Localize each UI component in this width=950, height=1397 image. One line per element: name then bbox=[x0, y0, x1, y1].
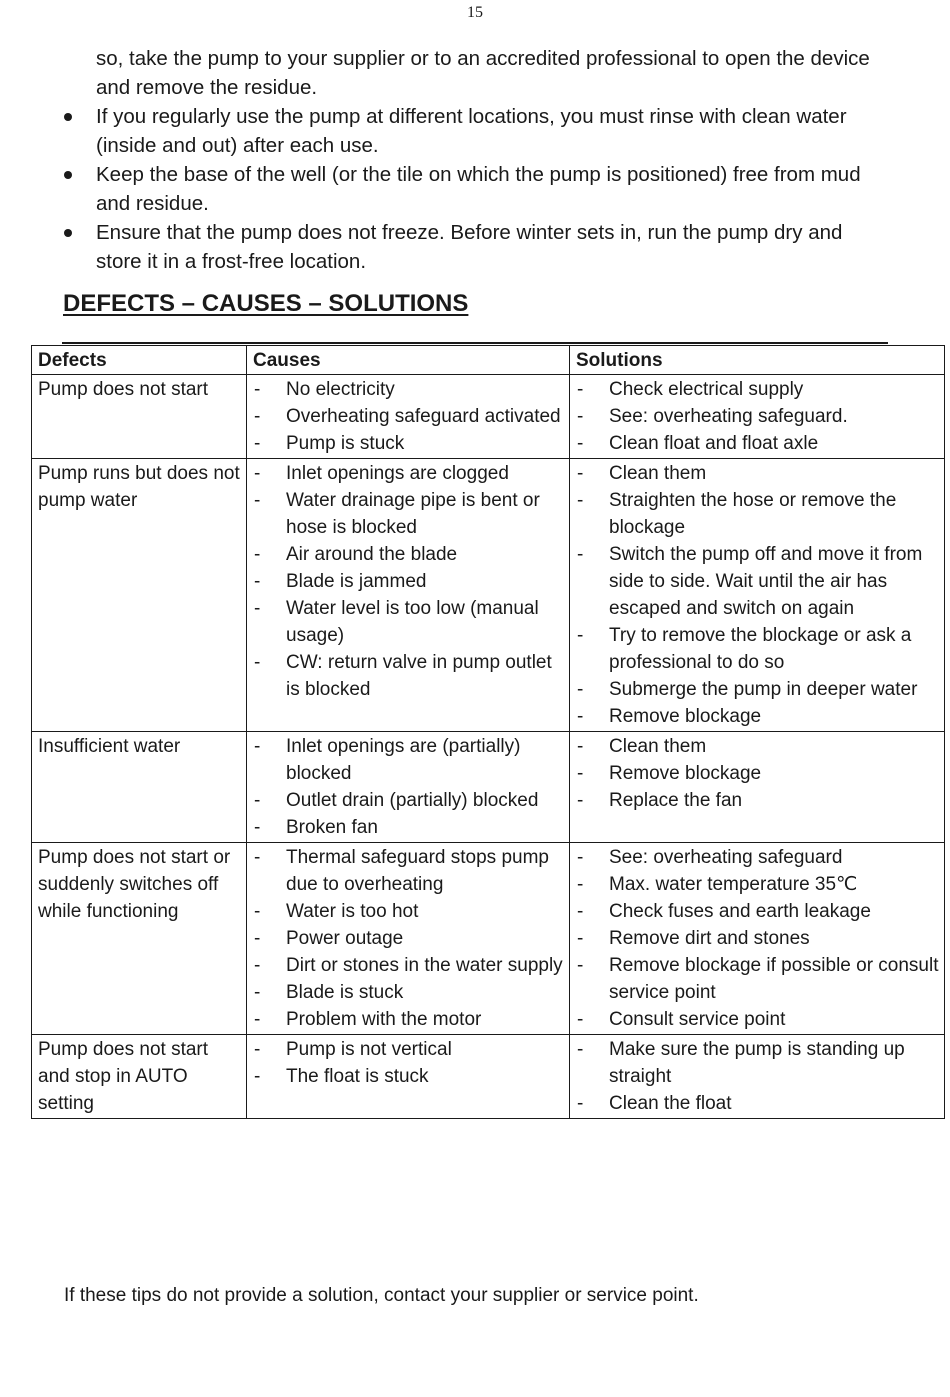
bullet-item bbox=[62, 160, 892, 218]
cause-entry bbox=[253, 595, 565, 649]
solution-entry bbox=[576, 871, 940, 898]
table-row bbox=[32, 1035, 945, 1119]
dash-marker: - bbox=[254, 1009, 261, 1030]
dash-marker: - bbox=[577, 625, 584, 646]
cause-text: Overheating safeguard activated bbox=[286, 406, 561, 427]
table-body bbox=[32, 375, 945, 1119]
solution-text: Make sure the pump is standing up straight bbox=[609, 1039, 905, 1087]
solution-entry bbox=[576, 487, 940, 541]
dash-marker: - bbox=[577, 406, 584, 427]
cause-entry bbox=[253, 1036, 565, 1063]
dash-marker: - bbox=[254, 544, 261, 565]
bullet-icon bbox=[62, 160, 96, 218]
cause-text: Power outage bbox=[286, 928, 404, 949]
cause-entry bbox=[253, 568, 565, 595]
cause-text: Water is too hot bbox=[286, 901, 419, 922]
dash-marker: - bbox=[577, 1093, 584, 1114]
solution-entry bbox=[576, 430, 940, 457]
solution-entry bbox=[576, 376, 940, 403]
solution-entry bbox=[576, 952, 940, 1006]
page-number: 15 bbox=[467, 4, 483, 21]
solution-text: See: overheating safeguard bbox=[609, 847, 843, 868]
cause-entry bbox=[253, 649, 565, 703]
solutions-cell bbox=[570, 732, 945, 843]
table-row bbox=[32, 459, 945, 732]
cause-entry bbox=[253, 1063, 565, 1090]
solution-entry bbox=[576, 622, 940, 676]
cause-text: Dirt or stones in the water supply bbox=[286, 955, 563, 976]
solution-text: Replace the fan bbox=[609, 790, 743, 811]
dash-marker: - bbox=[254, 982, 261, 1003]
solutions-cell bbox=[570, 375, 945, 459]
cause-entry bbox=[253, 979, 565, 1006]
dash-marker: - bbox=[577, 706, 584, 727]
cause-text: No electricity bbox=[286, 379, 395, 400]
cause-text: Blade is jammed bbox=[286, 571, 427, 592]
cause-entry bbox=[253, 787, 565, 814]
dash-marker: - bbox=[577, 463, 584, 484]
solution-entry bbox=[576, 760, 940, 787]
cause-text: Inlet openings are (partially) blocked bbox=[286, 736, 521, 784]
maintenance-tips bbox=[62, 44, 892, 276]
dash-marker: - bbox=[577, 736, 584, 757]
dash-marker: - bbox=[577, 379, 584, 400]
solution-entry bbox=[576, 403, 940, 430]
solution-text: Max. water temperature 35℃ bbox=[609, 874, 858, 895]
dash-marker: - bbox=[254, 928, 261, 949]
defects-table bbox=[31, 345, 945, 1119]
dash-marker: - bbox=[254, 463, 261, 484]
solution-text: Check electrical supply bbox=[609, 379, 804, 400]
solution-text: Straighten the hose or remove the blockage bbox=[609, 490, 897, 538]
cause-entry bbox=[253, 487, 565, 541]
dash-marker: - bbox=[577, 490, 584, 511]
solution-entry bbox=[576, 1006, 940, 1033]
dash-marker: - bbox=[254, 790, 261, 811]
cause-text: Thermal safeguard stops pump due to overheating bbox=[286, 847, 549, 895]
solution-text: Remove blockage bbox=[609, 763, 762, 784]
solution-text: Check fuses and earth leakage bbox=[609, 901, 871, 922]
cause-text: Problem with the motor bbox=[286, 1009, 482, 1030]
dash-marker: - bbox=[577, 1009, 584, 1030]
solution-entry bbox=[576, 898, 940, 925]
cause-text: The float is stuck bbox=[286, 1066, 429, 1087]
solution-text: See: overheating safeguard. bbox=[609, 406, 848, 427]
dash-marker: - bbox=[577, 790, 584, 811]
cause-entry bbox=[253, 430, 565, 457]
cause-text: Pump is not vertical bbox=[286, 1039, 452, 1060]
solution-entry bbox=[576, 1090, 940, 1117]
solutions-cell bbox=[570, 459, 945, 732]
dash-marker: - bbox=[254, 1039, 261, 1060]
dash-marker: - bbox=[254, 379, 261, 400]
causes-cell bbox=[247, 732, 570, 843]
header-defects: Defects bbox=[32, 346, 247, 375]
solution-text: Submerge the pump in deeper water bbox=[609, 679, 918, 700]
solution-entry bbox=[576, 844, 940, 871]
defect-cell: Pump does not start and stop in AUTO setting bbox=[32, 1035, 247, 1119]
dash-marker: - bbox=[254, 598, 261, 619]
bullet-text: Ensure that the pump does not freeze. Before winter sets in, run the pump dry and store it in a frost-free location. bbox=[96, 221, 843, 273]
solution-entry bbox=[576, 676, 940, 703]
dash-marker: - bbox=[254, 1066, 261, 1087]
bullet-item bbox=[62, 102, 892, 160]
solution-text: Remove blockage bbox=[609, 706, 762, 727]
cause-text: Water level is too low (manual usage) bbox=[286, 598, 539, 646]
cause-text: Inlet openings are clogged bbox=[286, 463, 509, 484]
cause-text: Outlet drain (partially) blocked bbox=[286, 790, 539, 811]
solution-text: Clean float and float axle bbox=[609, 433, 819, 454]
cause-entry bbox=[253, 844, 565, 898]
solution-text: Clean them bbox=[609, 736, 707, 757]
solution-text: Try to remove the blockage or ask a professional to do so bbox=[609, 625, 912, 673]
cause-text: Blade is stuck bbox=[286, 982, 404, 1003]
table-row bbox=[32, 375, 945, 459]
dash-marker: - bbox=[254, 490, 261, 511]
cause-text: Water drainage pipe is bent or hose is blocked bbox=[286, 490, 540, 538]
cause-entry bbox=[253, 925, 565, 952]
cause-text: CW: return valve in pump outlet is blocked bbox=[286, 652, 552, 700]
bullet-icon bbox=[62, 218, 96, 276]
defect-cell: Pump runs but does not pump water bbox=[32, 459, 247, 732]
cause-text: Broken fan bbox=[286, 817, 378, 838]
dash-marker: - bbox=[254, 901, 261, 922]
cause-text: Pump is stuck bbox=[286, 433, 405, 454]
cause-entry bbox=[253, 376, 565, 403]
defect-cell: Pump does not start or suddenly switches off while functioning bbox=[32, 843, 247, 1035]
causes-cell bbox=[247, 459, 570, 732]
solutions-cell bbox=[570, 1035, 945, 1119]
bullet-text: Keep the base of the well (or the tile on which the pump is positioned) free from mud and residue. bbox=[96, 163, 861, 215]
solution-entry bbox=[576, 460, 940, 487]
cause-entry bbox=[253, 898, 565, 925]
cause-entry bbox=[253, 733, 565, 787]
dash-marker: - bbox=[254, 955, 261, 976]
bullet-text: If you regularly use the pump at different locations, you must rinse with clean water (inside and out) after each use. bbox=[96, 105, 847, 157]
causes-cell bbox=[247, 1035, 570, 1119]
dash-marker: - bbox=[577, 847, 584, 868]
table-row bbox=[32, 732, 945, 843]
dash-marker: - bbox=[577, 901, 584, 922]
solution-entry bbox=[576, 703, 940, 730]
solution-text: Consult service point bbox=[609, 1009, 786, 1030]
dash-marker: - bbox=[577, 763, 584, 784]
horizontal-rule bbox=[62, 342, 888, 344]
defect-cell: Insufficient water bbox=[32, 732, 247, 843]
dash-marker: - bbox=[577, 544, 584, 565]
solution-text: Switch the pump off and move it from side to side. Wait until the air has escaped and switch on again bbox=[609, 544, 923, 619]
header-causes: Causes bbox=[247, 346, 570, 375]
table-row bbox=[32, 843, 945, 1035]
solution-entry bbox=[576, 925, 940, 952]
solutions-cell bbox=[570, 843, 945, 1035]
cause-entry bbox=[253, 403, 565, 430]
solution-entry bbox=[576, 1036, 940, 1090]
dash-marker: - bbox=[254, 571, 261, 592]
cause-text: Air around the blade bbox=[286, 544, 458, 565]
solution-text: Remove dirt and stones bbox=[609, 928, 810, 949]
header-solutions: Solutions bbox=[570, 346, 945, 375]
dash-marker: - bbox=[577, 874, 584, 895]
cause-entry bbox=[253, 541, 565, 568]
solution-entry bbox=[576, 787, 940, 814]
cause-entry bbox=[253, 460, 565, 487]
dash-marker: - bbox=[577, 433, 584, 454]
table-header-row bbox=[32, 346, 945, 375]
solution-text: Clean the float bbox=[609, 1093, 732, 1114]
dash-marker: - bbox=[577, 1039, 584, 1060]
dash-marker: - bbox=[254, 817, 261, 838]
footer-note: If these tips do not provide a solution, contact your supplier or service point. bbox=[64, 1285, 699, 1306]
cause-entry bbox=[253, 814, 565, 841]
dash-marker: - bbox=[577, 679, 584, 700]
cause-entry bbox=[253, 1006, 565, 1033]
dash-marker: - bbox=[577, 955, 584, 976]
causes-cell bbox=[247, 375, 570, 459]
dash-marker: - bbox=[254, 406, 261, 427]
bullet-icon bbox=[62, 102, 96, 160]
causes-cell bbox=[247, 843, 570, 1035]
solution-text: Remove blockage if possible or consult service point bbox=[609, 955, 939, 1003]
dash-marker: - bbox=[254, 433, 261, 454]
continuation-text: so, take the pump to your supplier or to an accredited professional to open the device and remove the residue. bbox=[96, 47, 870, 99]
solution-entry bbox=[576, 541, 940, 622]
dash-marker: - bbox=[254, 847, 261, 868]
cause-entry bbox=[253, 952, 565, 979]
solution-text: Clean them bbox=[609, 463, 707, 484]
defect-cell: Pump does not start bbox=[32, 375, 247, 459]
dash-marker: - bbox=[254, 652, 261, 673]
section-title: DEFECTS – CAUSES – SOLUTIONS bbox=[63, 290, 469, 317]
bullet-item bbox=[62, 218, 892, 276]
dash-marker: - bbox=[577, 928, 584, 949]
dash-marker: - bbox=[254, 736, 261, 757]
solution-entry bbox=[576, 733, 940, 760]
